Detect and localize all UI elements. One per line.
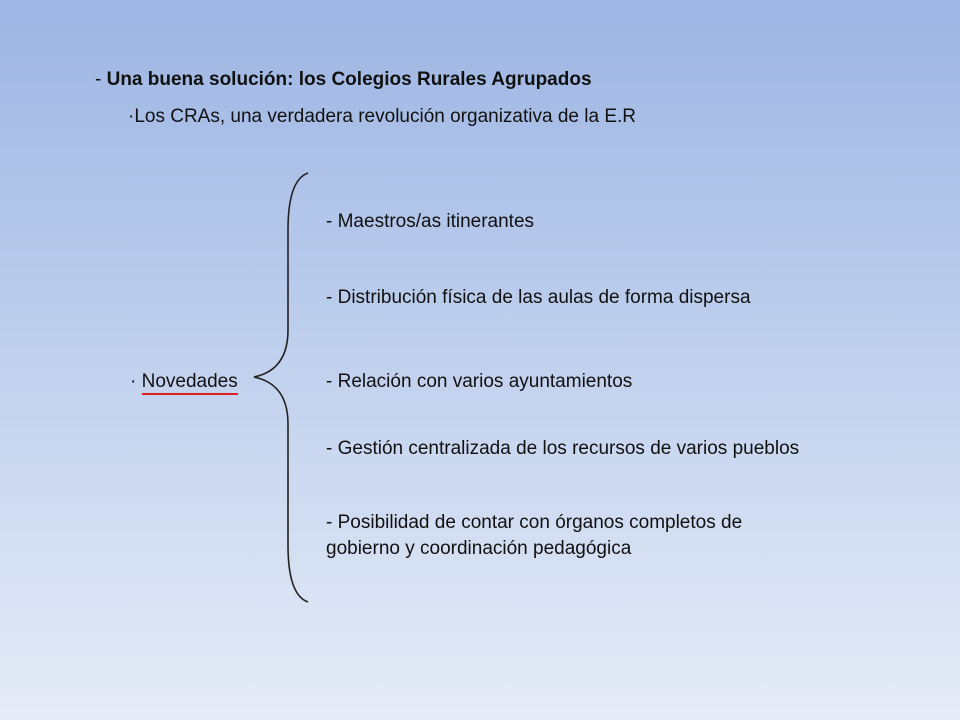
title-text: Una buena solución: los Colegios Rurales Agrupados: [106, 69, 592, 90]
novedad-item-2: - Distribución física de las aulas de forma dispersa: [326, 287, 751, 308]
novedad-item-4: - Gestión centralizada de los recursos de varios pueblos: [326, 438, 800, 459]
novedad-item-5-line-2: gobierno y coordinación pedagógica: [326, 538, 632, 559]
title-dash: -: [95, 69, 107, 90]
novedad-item-5-line-1: - Posibilidad de contar con órganos completos de: [326, 512, 743, 533]
curly-brace-icon: [250, 170, 320, 605]
novedades-bullet: ·: [130, 371, 142, 392]
slide-subtitle: ·Los CRAs, una verdadera revolución organizativa de la E.R: [128, 106, 636, 127]
novedad-item-3: - Relación con varios ayuntamientos: [326, 371, 633, 392]
slide-title: [95, 67, 592, 93]
novedades-label: Novedades: [142, 371, 238, 395]
novedad-item-5: [326, 510, 846, 562]
novedades-heading: [130, 369, 238, 395]
novedad-item-1: - Maestros/as itinerantes: [326, 211, 535, 232]
